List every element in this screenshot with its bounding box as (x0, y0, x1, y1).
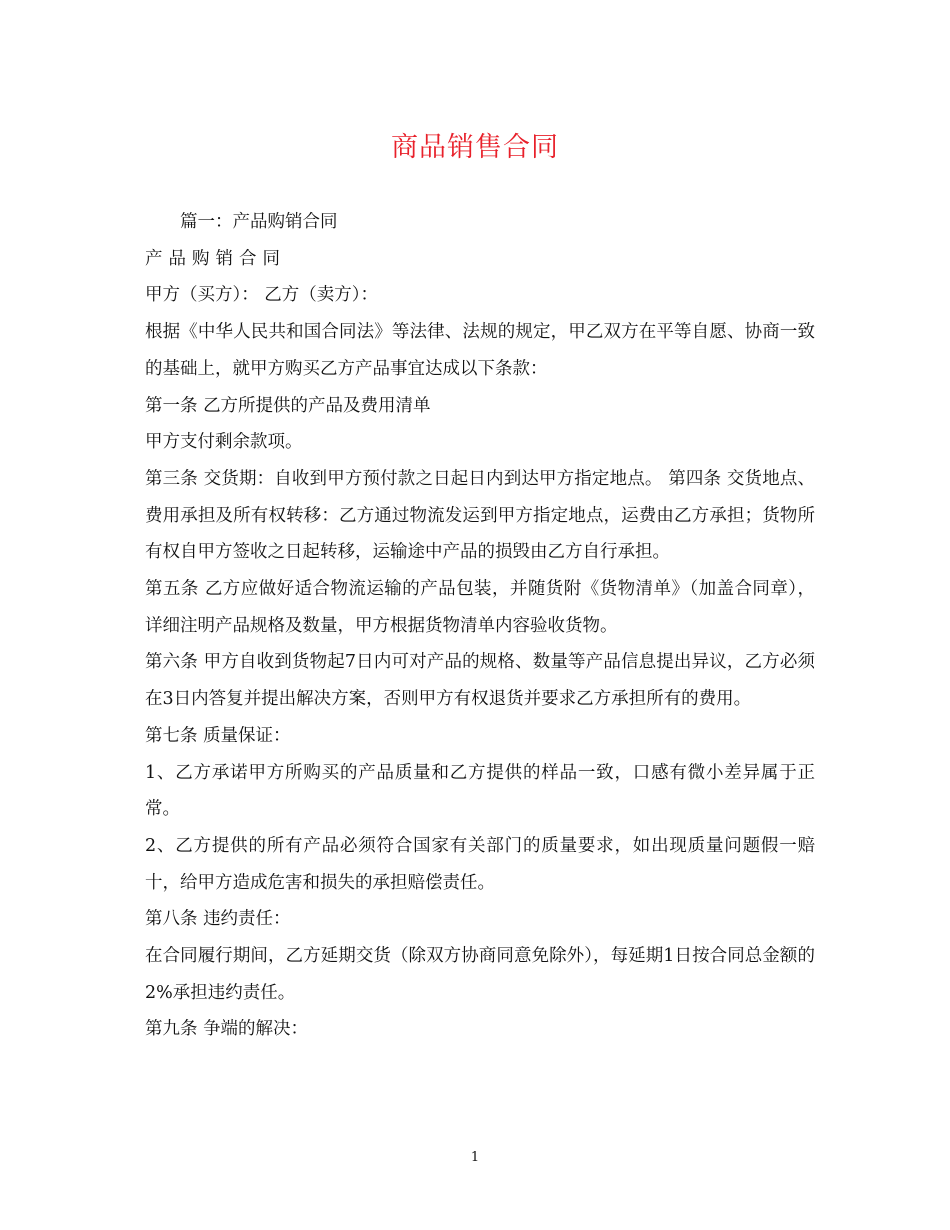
parties-line: 甲方（买方）： 乙方（卖方）： (145, 285, 379, 306)
page-number: 1 (470, 1150, 480, 1165)
clause-3-4: 第三条 交货期：自收到甲方预付款之日起日内到达甲方指定地点。 第四条 交货地点、费用承担及所有权转移：乙方通过物流发运到甲方指定地点，运费由乙方承担；货物所有权自甲方签收之日起转移，运输途中产品的损毁由乙方自行承担。 (145, 468, 815, 563)
document-title: 商品销售合同 (391, 132, 559, 163)
document-body (145, 204, 815, 1048)
clause-5: 第五条 乙方应做好适合物流运输的产品包装，并随货附《货物清单》（加盖合同章），详细注明产品规格及数量，甲方根据货物清单内容验收货物。 (145, 579, 815, 636)
clause-8-body: 在合同履行期间，乙方延期交货（除双方协商同意免除外），每延期1日按合同总金额的2%承担违约责任。 (145, 946, 815, 1003)
clause-7-item-1: 1、乙方承诺甲方所购买的产品质量和乙方提供的样品一致，口感有微小差异属于正常。 (145, 762, 815, 820)
clause-9-heading: 第九条 争端的解决： (145, 1019, 309, 1040)
clause-7-heading: 第七条 质量保证： (145, 725, 291, 746)
clause-8-heading: 第八条 违约责任： (145, 909, 291, 930)
section-heading: 篇一：产品购销合同 (180, 212, 338, 232)
contract-name: 产品购销合同 (145, 248, 286, 269)
payment-paragraph: 甲方支付剩余款项。 (145, 432, 303, 453)
clause-6: 第六条 甲方自收到货物起7日内可对产品的规格、数量等产品信息提出异议，乙方必须在3日内答复并提出解决方案，否则甲方有权退货并要求乙方承担所有的费用。 (145, 652, 815, 710)
clause-7-item-2: 2、乙方提供的所有产品必须符合国家有关部门的质量要求，如出现质量问题假一赔十，给甲方造成危害和损失的承担赔偿责任。 (145, 835, 815, 893)
preamble-paragraph: 根据《中华人民共和国合同法》等法律、法规的规定，甲乙双方在平等自愿、协商一致的基础上，就甲方购买乙方产品事宜达成以下条款： (145, 322, 815, 379)
clause-1: 第一条 乙方所提供的产品及费用清单 (145, 395, 431, 416)
